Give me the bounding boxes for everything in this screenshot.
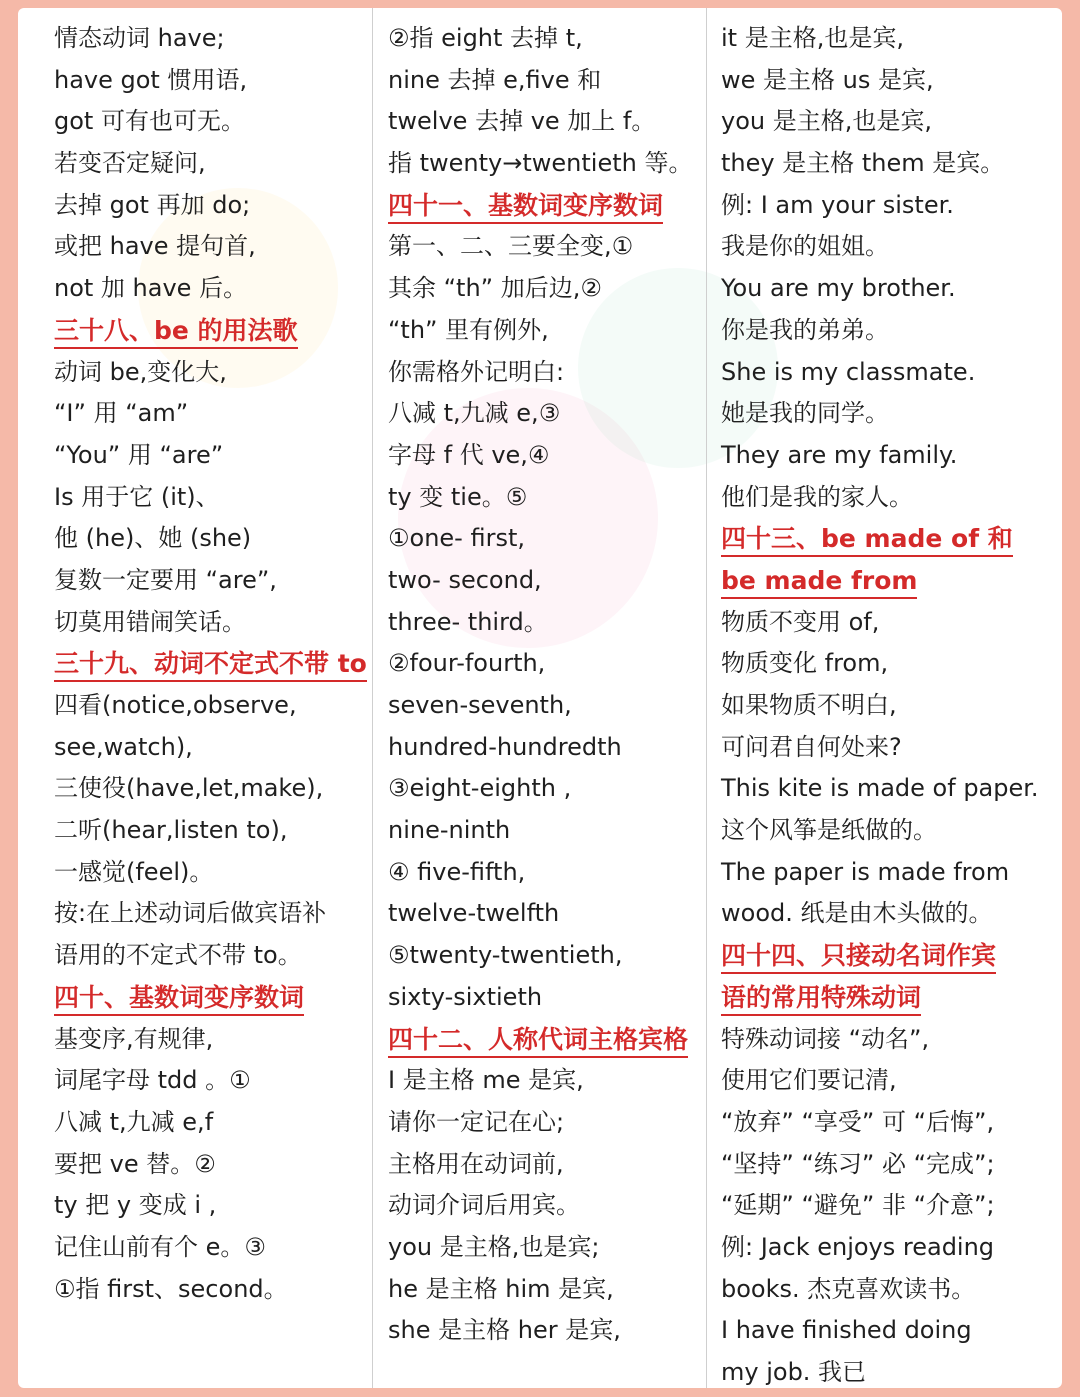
text-line-content: see,watch),: [54, 732, 193, 761]
text-line-content: 他们是我的家人。: [721, 482, 913, 511]
text-line: [388, 685, 708, 727]
text-line-content: two- second,: [388, 565, 542, 594]
text-line: [388, 143, 708, 185]
text-line-content: ①指 first、second。: [54, 1274, 288, 1303]
text-line: [388, 1227, 708, 1269]
text-line-content: 特殊动词接 “动名”,: [721, 1024, 930, 1053]
text-line: [721, 727, 1051, 769]
text-line: [721, 1352, 1051, 1388]
section-heading-text: 四十四、只接动名词作宾: [721, 941, 996, 974]
text-line-content: they 是主格 them 是宾。: [721, 149, 1005, 178]
text-line-content: 指 twenty→twentieth 等。: [388, 149, 693, 178]
text-line: [54, 143, 370, 185]
text-line-content: seven-seventh,: [388, 691, 572, 719]
text-line: [721, 1060, 1051, 1102]
document-page: [18, 8, 1062, 1388]
text-line-content: 其余 “th” 加后边,②: [388, 274, 602, 303]
text-line-content: I 是主格 me 是宾,: [388, 1066, 584, 1095]
section-heading: [388, 185, 708, 227]
text-line-content: 语用的不定式不带 to。: [54, 941, 302, 970]
text-line-content: 基变序,有规律,: [54, 1024, 214, 1053]
text-line-content: 物质不变用 of,: [721, 607, 880, 636]
text-line-content: 八减 t,九减 e,③: [388, 399, 561, 428]
text-line: [54, 1185, 370, 1227]
text-line: [54, 101, 370, 143]
text-line: [388, 477, 708, 519]
text-line-content: 请你一定记在心;: [388, 1107, 565, 1136]
text-line-content: not 加 have 后。: [54, 274, 248, 303]
text-line: [388, 977, 708, 1019]
text-line: [54, 852, 370, 894]
section-heading-text: 三十九、动词不定式不带 to: [54, 649, 367, 682]
text-line-content: 三使役(have,let,make),: [54, 774, 324, 803]
text-line: [721, 1185, 1051, 1227]
text-line-content: he 是主格 him 是宾,: [388, 1274, 614, 1303]
section-heading: [54, 310, 370, 352]
text-line-content: hundred-hundredth: [388, 732, 622, 761]
text-line-content: 例: Jack enjoys reading: [721, 1232, 995, 1261]
text-line-content: This kite is made of paper.: [721, 774, 1039, 803]
text-line-content: 去掉 got 再加 do;: [54, 190, 251, 219]
text-line: [721, 268, 1051, 310]
text-line-content: “放弃” “享受” 可 “后悔”,: [721, 1107, 995, 1136]
text-line: [721, 1227, 1051, 1269]
text-line: [721, 643, 1051, 685]
text-line: [388, 60, 708, 102]
text-line: [388, 727, 708, 769]
text-line: [54, 893, 370, 935]
text-line: [388, 435, 708, 477]
text-line: [721, 1310, 1051, 1352]
text-line-content: 词尾字母 tdd 。①: [54, 1066, 251, 1095]
text-line-content: 动词 be,变化大,: [54, 357, 227, 386]
text-line-content: “延期” “避免” 非 “介意”;: [721, 1191, 995, 1220]
text-line-content: you 是主格,也是宾,: [721, 107, 932, 136]
text-line: [54, 810, 370, 852]
text-line: [54, 727, 370, 769]
text-line-content: You are my brother.: [721, 274, 956, 303]
column-divider: [372, 8, 373, 1388]
text-line: [54, 768, 370, 810]
text-line: [721, 1269, 1051, 1311]
text-line-content: 你需格外记明白:: [388, 357, 565, 386]
text-line: [54, 518, 370, 560]
text-line-content: 如果物质不明白,: [721, 691, 897, 719]
section-heading: [54, 643, 370, 685]
text-line: [721, 477, 1051, 519]
text-line-content: 他 (he)、她 (she): [54, 524, 252, 553]
text-line-content: ①one- first,: [388, 524, 525, 553]
text-line: [388, 935, 708, 977]
text-line-content: 要把 ve 替。②: [54, 1149, 216, 1178]
text-line: [54, 685, 370, 727]
text-line-content: 情态动词 have;: [54, 24, 225, 52]
text-line-content: ty 把 y 变成 i ,: [54, 1191, 217, 1220]
text-line-content: 或把 have 提句首,: [54, 232, 256, 261]
text-line: [54, 1102, 370, 1144]
text-line: [388, 1185, 708, 1227]
text-line-content: 记住山前有个 e。③: [54, 1232, 266, 1261]
text-line: [54, 1144, 370, 1186]
text-line: [388, 1102, 708, 1144]
section-heading: [721, 518, 1051, 560]
text-line: [388, 226, 708, 268]
text-line-content: my job. 我已: [721, 1358, 867, 1386]
text-line: [388, 352, 708, 394]
text-line: [388, 18, 708, 60]
text-line-content: you 是主格,也是宾;: [388, 1232, 600, 1261]
text-line-content: “You” 用 “are”: [54, 440, 224, 469]
text-line: [388, 1269, 708, 1311]
text-line-content: she 是主格 her 是宾,: [388, 1316, 621, 1345]
text-line: [721, 352, 1051, 394]
text-line: [54, 268, 370, 310]
text-line-content: we 是主格 us 是宾,: [721, 65, 934, 94]
text-line-content: 可问君自何处来?: [721, 732, 902, 761]
text-line-content: 动词介词后用宾。: [388, 1191, 580, 1220]
text-line-content: got 可有也可无。: [54, 107, 245, 136]
text-line: [388, 560, 708, 602]
text-line: [721, 893, 1051, 935]
text-line: [721, 18, 1051, 60]
text-line: [54, 60, 370, 102]
column-3: [721, 8, 1051, 1388]
text-line-content: nine 去掉 e,five 和: [388, 65, 602, 94]
text-line-content: I have finished doing: [721, 1316, 972, 1345]
text-line-content: 这个风筝是纸做的。: [721, 816, 937, 845]
text-line-content: 按:在上述动词后做宾语补: [54, 899, 327, 928]
text-line: [721, 101, 1051, 143]
text-line: [721, 1019, 1051, 1061]
text-line: [388, 810, 708, 852]
text-line: [388, 1144, 708, 1186]
text-line: [388, 518, 708, 560]
text-line: [721, 143, 1051, 185]
text-line-content: 若变否定疑问,: [54, 149, 206, 178]
text-line-content: “坚持” “练习” 必 “完成”;: [721, 1149, 995, 1178]
text-line: [388, 893, 708, 935]
text-line-content: sixty-sixtieth: [388, 982, 543, 1011]
section-heading: [388, 1019, 708, 1061]
section-heading-text: be made from: [721, 566, 917, 599]
text-line-content: twelve-twelfth: [388, 899, 560, 928]
text-line-content: They are my family.: [721, 440, 958, 469]
text-line: [54, 352, 370, 394]
text-line-content: 我是你的姐姐。: [721, 232, 889, 261]
text-line: [54, 477, 370, 519]
section-heading-text: 三十八、be 的用法歌: [54, 316, 298, 349]
text-line-content: 物质变化 from,: [721, 649, 889, 678]
text-line-content: ty 变 tie。⑤: [388, 482, 528, 511]
text-line: [54, 935, 370, 977]
text-line: [721, 810, 1051, 852]
text-line-content: it 是主格,也是宾,: [721, 24, 904, 52]
section-heading-text: 语的常用特殊动词: [721, 983, 921, 1016]
text-line: [388, 1310, 708, 1352]
text-line-content: The paper is made from: [721, 857, 1010, 886]
text-line-content: ④ five-fifth,: [388, 857, 526, 886]
section-heading-text: 四十、基数词变序数词: [54, 983, 304, 1016]
section-heading: [721, 560, 1051, 602]
text-line-content: 一感觉(feel)。: [54, 857, 214, 886]
text-line-content: 你是我的弟弟。: [721, 315, 889, 344]
text-line-content: wood. 纸是由木头做的。: [721, 899, 993, 928]
text-line-content: 例: I am your sister.: [721, 190, 954, 219]
text-line-content: 她是我的同学。: [721, 399, 889, 428]
section-heading: [54, 977, 370, 1019]
text-line-content: ②four-fourth,: [388, 649, 546, 678]
text-line: [54, 1227, 370, 1269]
text-line: [388, 643, 708, 685]
text-line: [54, 18, 370, 60]
text-line-content: She is my classmate.: [721, 357, 976, 386]
text-line: [721, 310, 1051, 352]
text-line-content: have got 惯用语,: [54, 65, 248, 94]
text-line-content: “th” 里有例外,: [388, 315, 549, 344]
text-line: [721, 685, 1051, 727]
text-line-content: 八减 t,九减 e,f: [54, 1107, 214, 1136]
column-1: [54, 8, 370, 1388]
text-line: [54, 226, 370, 268]
text-line: [721, 852, 1051, 894]
text-line-content: ⑤twenty-twentieth,: [388, 941, 623, 970]
text-line: [54, 560, 370, 602]
text-line-content: 第一、二、三要全变,①: [388, 232, 634, 261]
text-line: [721, 185, 1051, 227]
text-line: [388, 310, 708, 352]
text-line: [54, 1019, 370, 1061]
text-line: [388, 101, 708, 143]
text-line-content: Is 用于它 (it)、: [54, 482, 220, 511]
text-line: [388, 602, 708, 644]
text-line: [721, 602, 1051, 644]
text-line-content: ③eight-eighth ,: [388, 774, 572, 803]
text-line-content: twelve 去掉 ve 加上 f。: [388, 107, 656, 136]
text-line-content: “I” 用 “am”: [54, 399, 189, 428]
text-line: [54, 1269, 370, 1311]
section-heading-text: 四十三、be made of 和: [721, 524, 1013, 557]
text-line-content: 二听(hear,listen to),: [54, 816, 288, 845]
text-line: [54, 185, 370, 227]
text-line: [388, 852, 708, 894]
text-line: [54, 435, 370, 477]
text-line: [721, 393, 1051, 435]
section-heading: [721, 935, 1051, 977]
text-line: [388, 393, 708, 435]
text-line: [721, 435, 1051, 477]
text-line: [388, 1060, 708, 1102]
text-line: [54, 1060, 370, 1102]
text-line: [721, 1144, 1051, 1186]
text-line: [54, 602, 370, 644]
text-line-content: 字母 f 代 ve,④: [388, 440, 550, 469]
text-line: [721, 768, 1051, 810]
text-line: [388, 268, 708, 310]
text-line: [721, 226, 1051, 268]
text-line-content: nine-ninth: [388, 816, 511, 845]
text-line-content: books. 杰克喜欢读书。: [721, 1274, 976, 1303]
section-heading-text: 四十二、人称代词主格宾格: [388, 1025, 688, 1058]
text-line: [54, 393, 370, 435]
text-line-content: 使用它们要记清,: [721, 1066, 897, 1095]
text-line-content: three- third。: [388, 607, 548, 636]
section-heading: [721, 977, 1051, 1019]
text-line-content: 切莫用错闹笑话。: [54, 607, 246, 636]
text-line-content: 复数一定要用 “are”,: [54, 565, 277, 594]
section-heading-text: 四十一、基数词变序数词: [388, 191, 663, 224]
text-line: [388, 768, 708, 810]
text-line: [721, 1102, 1051, 1144]
text-line-content: 四看(notice,observe,: [54, 691, 297, 719]
text-line-content: 主格用在动词前,: [388, 1149, 564, 1178]
column-2: [388, 8, 708, 1388]
text-line: [721, 60, 1051, 102]
text-line-content: ②指 eight 去掉 t,: [388, 24, 583, 52]
